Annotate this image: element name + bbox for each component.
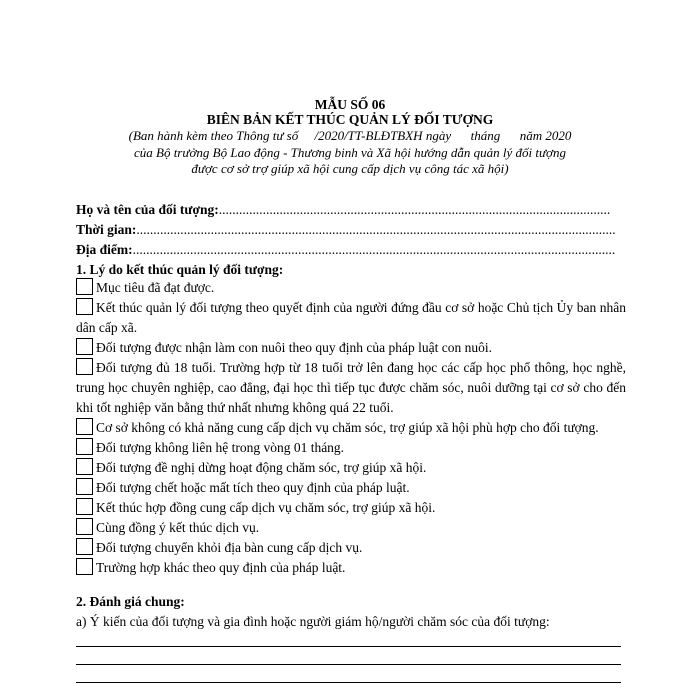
reason-item-2	[76, 298, 626, 338]
name-label: Họ và tên của đối tượng:	[76, 202, 219, 217]
reason-checkbox-9[interactable]	[76, 498, 93, 515]
reason-checkbox-2[interactable]	[76, 298, 93, 315]
reason-label-3: Đối tượng được nhận làm con nuôi theo quy định của pháp luật con nuôi.	[96, 340, 492, 355]
reason-item-12	[76, 558, 626, 578]
subtitle-line-2: của Bộ trưởng Bộ Lao động - Thương binh và Xã hội hướng dẫn quản lý đối tượng	[133, 145, 566, 160]
subtitle-line-1: (Ban hành kèm theo Thông tư số /2020/TT-BLĐTBXH ngày tháng năm 2020	[128, 128, 572, 143]
reason-label-8: Đối tượng chết hoặc mất tích theo quy định của pháp luật.	[96, 480, 410, 495]
reason-checkbox-12[interactable]	[76, 558, 93, 575]
time-field[interactable]	[76, 221, 626, 238]
reason-item-4	[76, 358, 626, 418]
place-field[interactable]	[76, 241, 626, 258]
answer-line-3[interactable]	[76, 682, 621, 683]
reason-label-1: Mục tiêu đã đạt được.	[96, 280, 215, 295]
document-title: BIÊN BẢN KẾT THÚC QUẢN LÝ ĐỐI TƯỢNG	[206, 112, 494, 127]
place-dots: ...............................................................................................................................................	[132, 242, 616, 257]
reason-label-12: Trường hợp khác theo quy định của pháp luật.	[96, 560, 346, 575]
reason-checkbox-4[interactable]	[76, 358, 93, 375]
reason-item-10	[76, 518, 626, 538]
reason-item-8	[76, 478, 626, 498]
section-2a-label: a) Ý kiến của đối tượng và gia đình hoặc người giám hộ/người chăm sóc của đối tượng:	[76, 614, 550, 629]
reason-item-9	[76, 498, 626, 518]
reason-label-9: Kết thúc hợp đồng cung cấp dịch vụ chăm sóc, trợ giúp xã hội.	[96, 500, 436, 515]
reason-label-6: Đối tượng không liên hệ trong vòng 01 tháng.	[96, 440, 345, 455]
reason-checkbox-3[interactable]	[76, 338, 93, 355]
reason-item-7	[76, 458, 626, 478]
reason-item-5	[76, 418, 626, 438]
answer-line-1[interactable]	[76, 646, 621, 647]
reason-checkbox-1[interactable]	[76, 278, 93, 295]
reason-label-2: Kết thúc quản lý đối tượng theo quyết định của người đứng đầu cơ sở hoặc Chủ tịch Ủy ban nhân dân cấp xã.	[76, 300, 626, 335]
subtitle-line-3: được cơ sở trợ giúp xã hội cung cấp dịch vụ công tác xã hội)	[191, 161, 509, 176]
reason-item-3	[76, 338, 626, 358]
reason-item-6	[76, 438, 626, 458]
reason-label-11: Đối tượng chuyển khỏi địa bàn cung cấp dịch vụ.	[96, 540, 363, 555]
reason-checkbox-6[interactable]	[76, 438, 93, 455]
reason-label-5: Cơ sở không có khả năng cung cấp dịch vụ chăm sóc, trợ giúp xã hội phù hợp cho đối tượng.	[96, 420, 599, 435]
section-2-heading: 2. Đánh giá chung:	[76, 594, 185, 609]
answer-line-2[interactable]	[76, 664, 621, 665]
form-number: MẪU SỐ 06	[314, 97, 386, 112]
reason-label-4: Đối tượng đủ 18 tuổi. Trường hợp từ 18 tuổi trở lên đang học các cấp học phổ thông, học nghề, trung học chuyên nghiệp, cao đẳng, đại học thì tiếp tục được chăm sóc, nuôi dưỡng tại cơ sở cho đến khi tốt nghiệp văn bằng thứ nhất nhưng không quá 22 tuổi.	[76, 360, 626, 415]
section-1-heading: 1. Lý do kết thúc quản lý đối tượng:	[76, 262, 284, 277]
time-dots: ..............................................................................................................................................	[136, 222, 616, 237]
reason-item-1	[76, 278, 626, 298]
time-label: Thời gian:	[76, 222, 137, 237]
place-label: Địa điểm:	[76, 242, 133, 257]
reason-label-7: Đối tượng đề nghị dừng hoạt động chăm sóc, trợ giúp xã hội.	[96, 460, 427, 475]
reason-checkbox-5[interactable]	[76, 418, 93, 435]
reason-checkbox-8[interactable]	[76, 478, 93, 495]
reason-checkbox-10[interactable]	[76, 518, 93, 535]
reason-label-10: Cùng đồng ý kết thúc dịch vụ.	[96, 520, 260, 535]
reason-checkbox-7[interactable]	[76, 458, 93, 475]
reason-checkbox-11[interactable]	[76, 538, 93, 555]
name-field[interactable]	[76, 201, 626, 218]
name-dots: ....................................................................................................................	[218, 202, 611, 217]
reason-item-11	[76, 538, 626, 558]
